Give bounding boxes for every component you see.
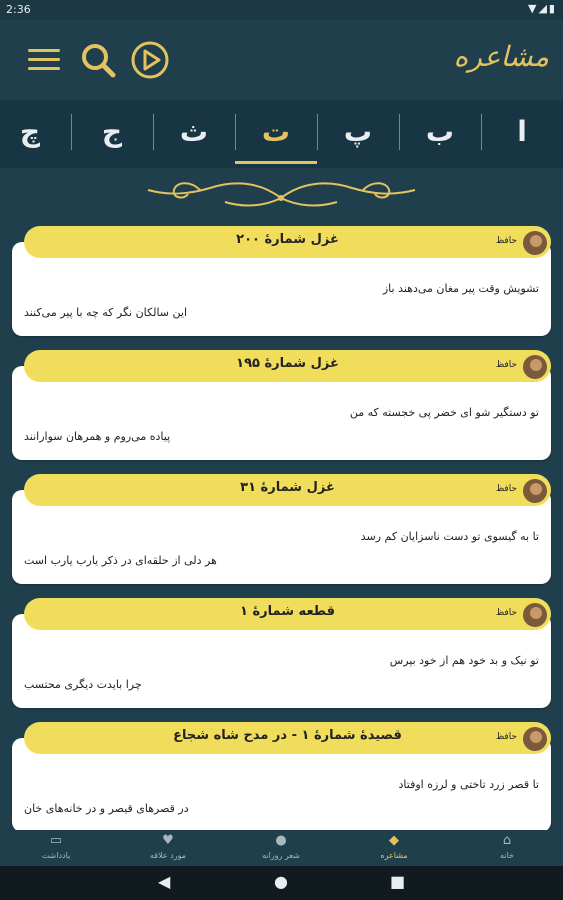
poem-card-header — [24, 598, 551, 630]
verse-line-1: تو دستگیر شو ای خضر پی خجسته که من — [349, 406, 539, 419]
back-icon[interactable]: ◀ — [158, 872, 171, 891]
poet-name: حافظ — [495, 484, 517, 494]
status-time: 2:36 — [6, 3, 31, 16]
tab-letter-che[interactable]: چ — [19, 115, 41, 148]
nav-daily-poem[interactable] — [225, 830, 337, 866]
poem-card[interactable] — [12, 226, 551, 336]
home-button-icon[interactable]: ● — [274, 872, 288, 891]
letter-tabs — [0, 100, 563, 168]
status-icons: ▼◢▮ — [528, 2, 557, 15]
tab-letter-alef[interactable]: ا — [517, 115, 527, 148]
poet-avatar — [521, 725, 549, 753]
poem-title: غزل شمارهٔ ۳۱ — [240, 480, 335, 495]
heart-icon: ♥ — [162, 833, 174, 848]
verse-line-1: تو نیک و بد خود هم از خود بپرس — [389, 654, 539, 667]
poem-card[interactable] — [12, 350, 551, 460]
chat-icon: ● — [275, 833, 287, 848]
verse-line-2: این سالکان نگر که چه با پیر می‌کنند — [24, 306, 188, 319]
verse-line-2: در قصرهای قیصر و در خانه‌های خان — [24, 802, 189, 815]
nav-notes[interactable] — [0, 830, 112, 866]
bottom-navigation — [0, 830, 563, 866]
tab-letter-se[interactable]: ث — [179, 115, 209, 148]
tab-letter-pe[interactable]: پ — [343, 115, 373, 148]
tab-letter-jim[interactable]: ج — [101, 115, 123, 148]
poet-avatar — [521, 601, 549, 629]
verse-line-2: چرا بایدت دیگری محتسب — [24, 678, 142, 691]
nav-label: شعر روزانه — [262, 851, 300, 860]
search-icon[interactable] — [78, 40, 118, 80]
poem-card-header — [24, 350, 551, 382]
poem-card-header — [24, 474, 551, 506]
recents-icon[interactable]: ■ — [390, 872, 406, 891]
tab-letter-be[interactable]: ب — [425, 115, 455, 148]
menu-icon[interactable] — [24, 40, 64, 80]
verse-line-2: هر دلی از حلقه‌ای در ذکر یارب یارب است — [24, 554, 217, 567]
poet-name: حافظ — [495, 732, 517, 742]
verse-line-2: پیاده می‌روم و همرهان سوارانند — [24, 430, 171, 443]
mushaera-icon: ◆ — [389, 833, 399, 848]
nav-label: یادداشت — [41, 851, 71, 860]
nav-label: مشاعره — [380, 851, 408, 860]
poem-title: قصیدهٔ شمارهٔ ۱ - در مدح شاه شجاع — [173, 728, 402, 743]
system-navigation-bar — [0, 866, 563, 900]
poet-name: حافظ — [495, 608, 517, 618]
poet-name: حافظ — [495, 360, 517, 370]
status-bar — [0, 0, 563, 20]
poem-title: غزل شمارهٔ ۱۹۵ — [236, 356, 339, 371]
tab-letter-te[interactable]: ت — [235, 100, 317, 168]
verse-line-1: تشویش وقت پیر مغان می‌دهند باز — [382, 282, 539, 295]
poem-card[interactable] — [12, 598, 551, 708]
nav-mushaera[interactable] — [338, 830, 450, 866]
poet-avatar — [521, 353, 549, 381]
nav-favorites[interactable] — [112, 830, 224, 866]
poem-card[interactable] — [12, 474, 551, 584]
poem-title: غزل شمارهٔ ۲۰۰ — [236, 232, 339, 247]
play-icon[interactable] — [130, 40, 170, 80]
note-icon: ▭ — [49, 833, 63, 848]
home-icon: ⌂ — [502, 833, 512, 848]
poet-name: حافظ — [495, 236, 517, 246]
nav-home[interactable] — [451, 830, 563, 866]
poet-avatar — [521, 477, 549, 505]
app-title: مشاعره — [453, 40, 549, 73]
poem-card-header — [24, 226, 551, 258]
nav-label: مورد علاقه — [149, 851, 187, 860]
verse-line-1: تا قصر زرد تاختی و لرزه اوفتاد — [398, 778, 539, 791]
poem-title: قطعه شمارهٔ ۱ — [240, 604, 335, 619]
ornament-divider — [140, 176, 423, 216]
poem-list — [0, 226, 563, 830]
verse-line-1: تا به گیسوی تو دست ناسزایان کم رسد — [360, 530, 539, 543]
app-bar — [0, 20, 563, 100]
poem-card[interactable] — [12, 722, 551, 830]
nav-label: خانه — [500, 851, 514, 860]
poet-avatar — [521, 229, 549, 257]
poem-card-header — [24, 722, 551, 754]
